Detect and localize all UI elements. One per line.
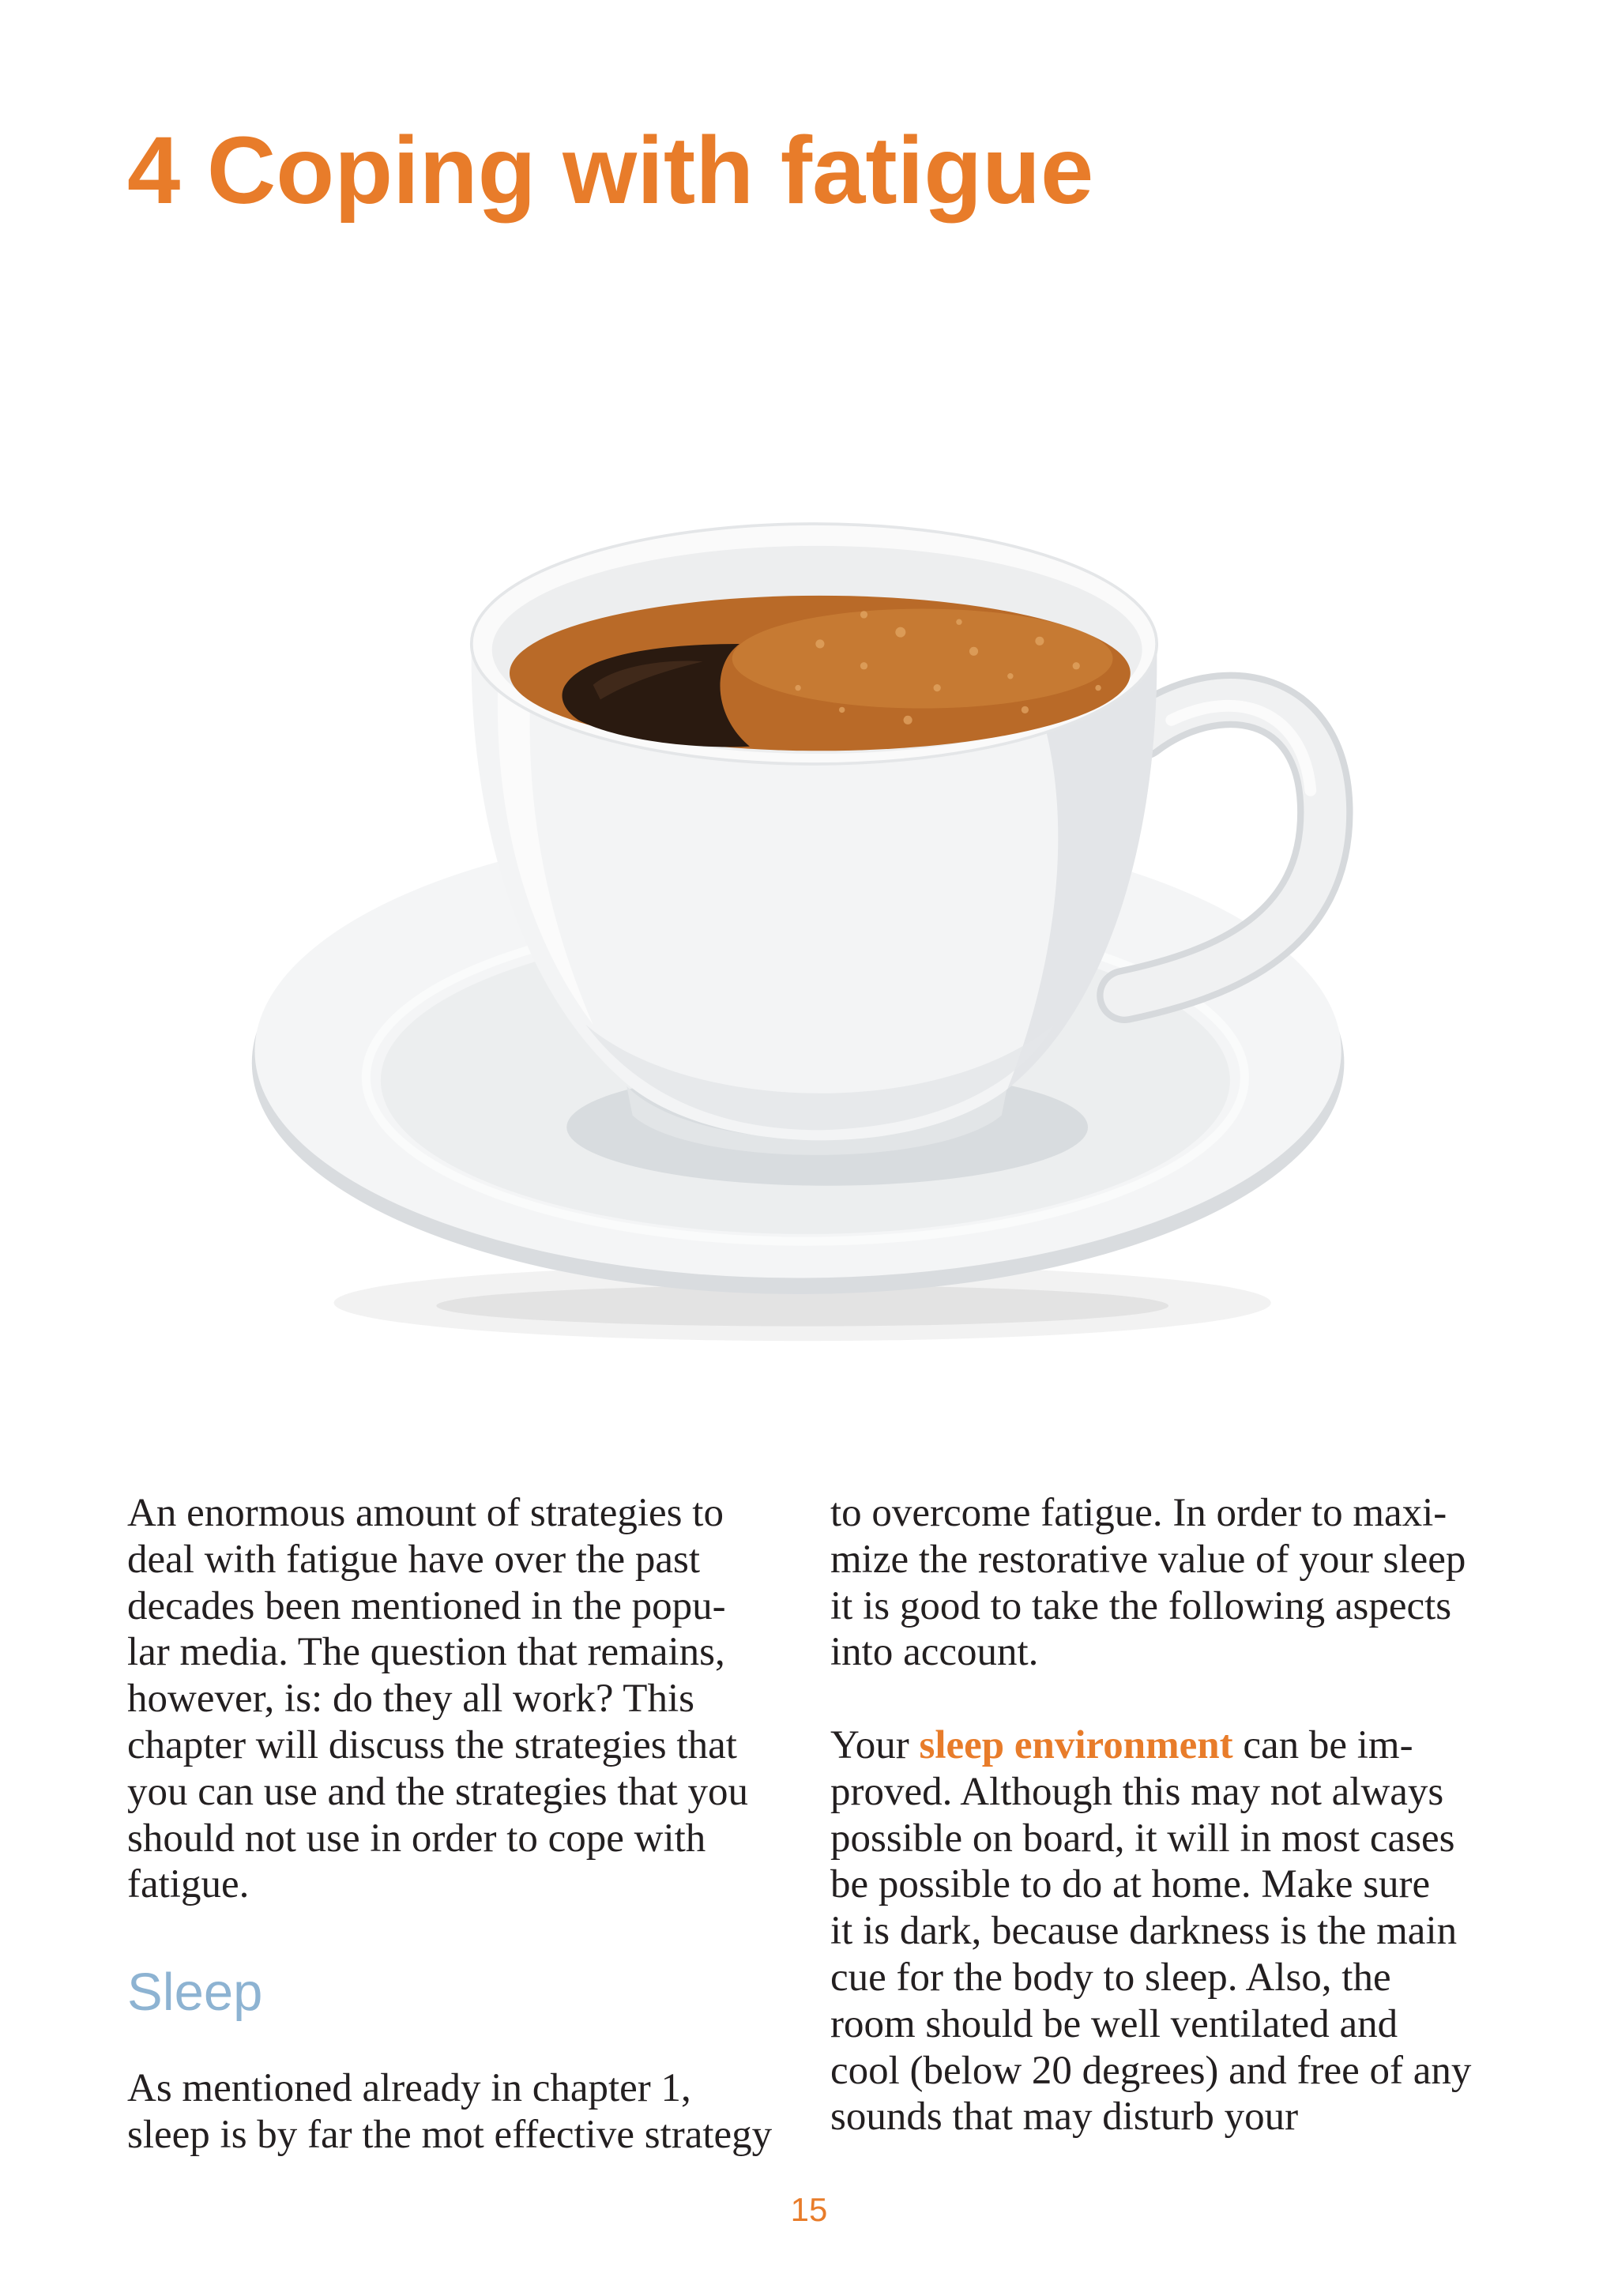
sleep-paragraph — [127, 2065, 807, 2159]
text-line: be possible to do at home. Make sure — [830, 1862, 1431, 1907]
coffee-crema-light — [732, 609, 1113, 709]
text-line: it is good to take the following aspects — [830, 1583, 1452, 1628]
intro-paragraph — [127, 1490, 807, 1908]
text-line: mize the restorative value of your sleep — [830, 1537, 1466, 1582]
text-line: As mentioned already in chapter 1, — [127, 2066, 691, 2110]
text-line: deal with fatigue have over the past — [127, 1537, 701, 1582]
text-line: sleep is by far the mot effective strategy — [127, 2112, 773, 2157]
text-line: to overcome fatigue. In order to maxi- — [830, 1491, 1447, 1535]
text-line: room should be well ventilated and — [830, 2001, 1398, 2046]
text-line: should not use in order to cope with — [127, 1816, 706, 1861]
sleep-environment-paragraph — [830, 1722, 1541, 2140]
line-start: Your — [830, 1723, 920, 1767]
text-line: sounds that may disturb your — [830, 2095, 1299, 2140]
text-line: however, is: do they all work? This — [127, 1677, 694, 1722]
section-heading-sleep: Sleep — [127, 1963, 263, 2022]
coffee-cup-photo — [0, 474, 1618, 1423]
text-line: possible on board, it will in most cases — [830, 1816, 1455, 1861]
text-line: cue for the body to sleep. Also, the — [830, 1955, 1391, 2000]
text-line: it is dark, because darkness is the main — [830, 1909, 1458, 1954]
chapter-title: 4 Coping with fatigue — [127, 116, 1094, 224]
text-line — [830, 1722, 1541, 1769]
text-line: you can use and the strategies that you — [127, 1769, 749, 1814]
text-line: An enormous amount of strategies to — [127, 1491, 724, 1535]
highlighted-term: sleep environment — [919, 1723, 1233, 1767]
text-line: proved. Although this may not always — [830, 1769, 1444, 1814]
text-line: lar media. The question that remains, — [127, 1630, 725, 1675]
page-number: 15 — [790, 2191, 828, 2228]
text-line: into account. — [830, 1630, 1039, 1675]
text-line: decades been mentioned in the popu- — [127, 1583, 726, 1628]
line-end: can be im- — [1232, 1723, 1413, 1767]
text-line: fatigue. — [127, 1862, 250, 1907]
text-line: chapter will discuss the strategies that — [127, 1722, 737, 1767]
continuation-paragraph — [830, 1490, 1541, 1676]
text-line: cool (below 20 degrees) and free of any — [830, 2048, 1472, 2093]
